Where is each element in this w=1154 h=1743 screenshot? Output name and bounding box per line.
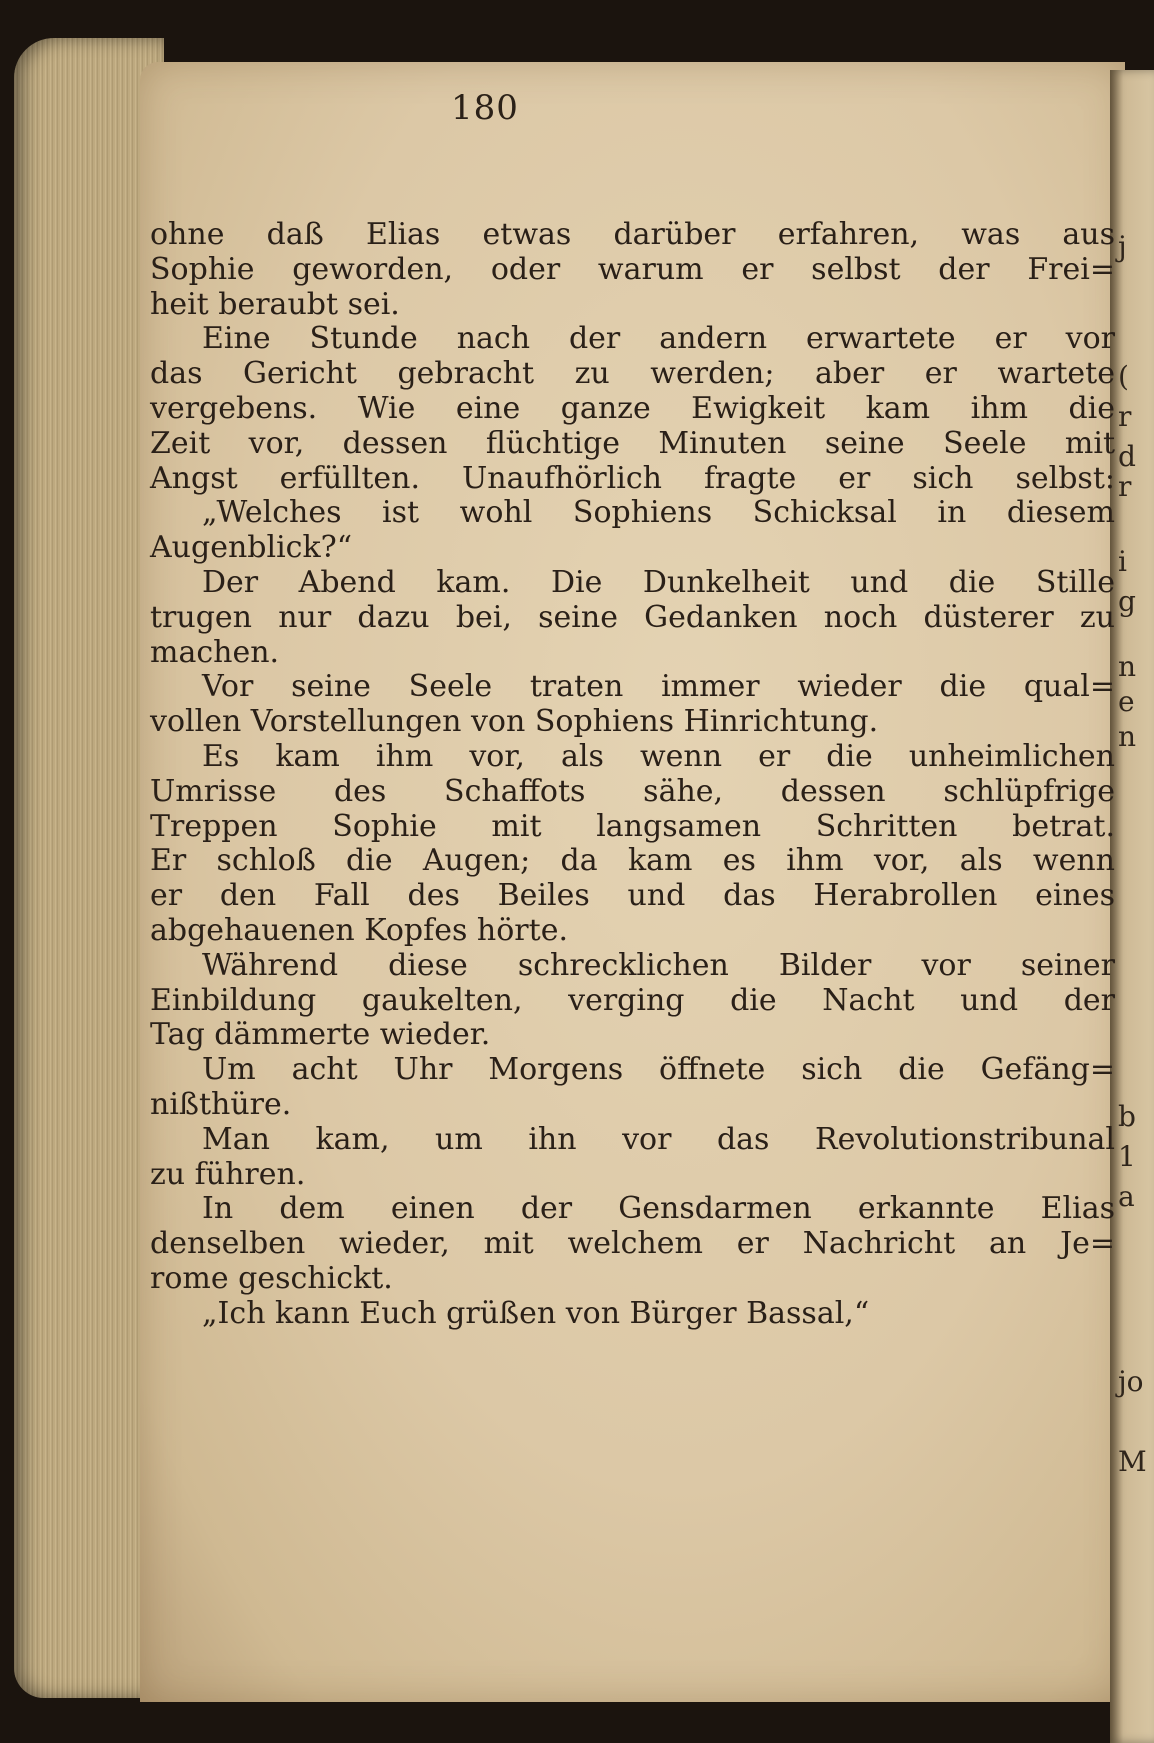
next-page-fragment: i <box>1118 545 1127 578</box>
text-line: vollen Vorstellungen von Sophiens Hinrichtung. <box>150 704 879 740</box>
next-page-fragment: jo <box>1118 1365 1144 1398</box>
text-line: Um acht Uhr Morgens öffnete sich die Gefäng= <box>202 1052 1115 1088</box>
text-line: machen. <box>150 634 280 670</box>
text-line: nißthüre. <box>150 1086 292 1122</box>
text-line: denselben wieder, mit welchem er Nachricht an Je= <box>150 1226 1115 1262</box>
next-page-fragment: n <box>1118 720 1137 753</box>
text-line: Der Abend kam. Die Dunkelheit und die Stille <box>202 564 1115 600</box>
next-page-fragment: j <box>1118 230 1127 263</box>
text-line: Einbildung gaukelten, verging die Nacht und der <box>150 982 1115 1018</box>
text-line: Angst erfüllten. Unaufhörlich fragte er sich selbst: <box>150 460 1115 496</box>
next-page-fragment: a <box>1118 1180 1135 1213</box>
text-line: rome geschickt. <box>150 1260 393 1296</box>
text-line: Man kam, um ihn vor das Revolutionstribunal <box>202 1121 1115 1157</box>
text-line: heit beraubt sei. <box>150 286 400 322</box>
next-page-fragment: n <box>1118 650 1137 683</box>
text-line: Sophie geworden, oder warum er selbst der Frei= <box>150 251 1115 287</box>
body-text <box>150 218 1115 1332</box>
next-page-fragment: b <box>1118 1100 1136 1133</box>
text-line: Zeit vor, dessen flüchtige Minuten seine Seele mit <box>150 425 1115 461</box>
next-page-fragment: M <box>1118 1445 1147 1478</box>
text-line: In dem einen der Gensdarmen erkannte Elias <box>202 1191 1115 1227</box>
next-page-fragment: e <box>1118 685 1135 718</box>
text-line: Während diese schrecklichen Bilder vor seiner <box>202 947 1115 983</box>
text-line: Vor seine Seele traten immer wieder die qual= <box>202 669 1115 705</box>
text-line: trugen nur dazu bei, seine Gedanken noch düsterer zu <box>150 599 1115 635</box>
text-line: „Welches ist wohl Sophiens Schicksal in diesem <box>202 495 1115 531</box>
text-line: Augenblick?“ <box>150 530 353 566</box>
next-page-fragment: d <box>1118 440 1136 473</box>
text-line: Es kam ihm vor, als wenn er die unheimlichen <box>202 738 1115 774</box>
text-line: vergebens. Wie eine ganze Ewigkeit kam ihm die <box>150 390 1115 426</box>
text-line: Umrisse des Schaffots sähe, dessen schlüpfrige <box>150 773 1115 809</box>
text-line: „Ich kann Euch grüßen von Bürger Bassal,“ <box>202 1295 870 1331</box>
text-line: ohne daß Elias etwas darüber erfahren, was aus <box>150 217 1115 252</box>
next-page-fragment: ( <box>1118 360 1129 393</box>
next-page-fragment: r <box>1118 470 1132 503</box>
next-page-strip <box>1110 70 1154 1743</box>
next-page-fragment: 1 <box>1118 1140 1136 1173</box>
text-line: Tag dämmerte wieder. <box>150 1017 491 1053</box>
text-line: abgehauenen Kopfes hörte. <box>150 912 568 948</box>
page-number: 180 <box>451 88 519 128</box>
text-line: zu führen. <box>150 1156 306 1192</box>
text-line: das Gericht gebracht zu werden; aber er wartete <box>150 356 1115 392</box>
next-page-fragment: r <box>1118 400 1132 433</box>
text-line: Eine Stunde nach der andern erwartete er vor <box>202 321 1115 357</box>
text-line: Er schloß die Augen; da kam es ihm vor, als wenn <box>150 843 1115 879</box>
text-line: er den Fall des Beiles und das Herabrollen eines <box>150 878 1115 914</box>
next-page-fragment: g <box>1118 585 1136 618</box>
text-line: Treppen Sophie mit langsamen Schritten betrat. <box>150 808 1115 844</box>
